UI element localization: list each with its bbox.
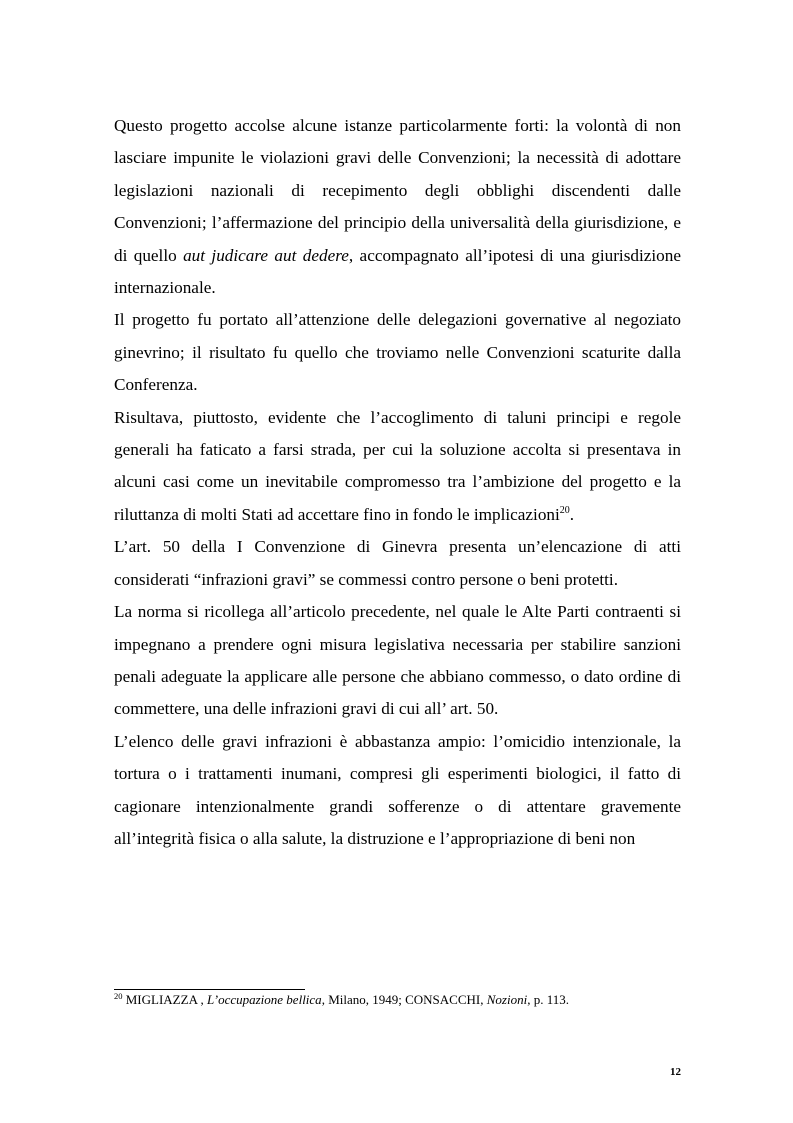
footnote-middle: , Milano, 1949; CONSACCHI,: [321, 992, 487, 1007]
paragraph-6: L’elenco delle gravi infrazioni è abbastanza ampio: l’omicidio intenzionale, la tortura o i trattamenti inumani, compresi gli esperimenti biologici, il fatto di cagionare intenzionalmente grandi sofferenze o di attentare gravemente all’integrità fisica o alla salute, la distruzione e l’appropriazione di beni non: [114, 731, 681, 848]
footnote-title-2: Nozioni: [486, 992, 528, 1007]
latin-phrase: aut judicare aut dedere: [183, 245, 349, 265]
paragraph-5: La norma si ricollega all’articolo precedente, nel quale le Alte Parti contraenti si impegnano a prendere ogni misura legislativa necessaria per stabilire sanzioni penali adeguate la applicare alle persone che abbiano commesso, o dato ordine di commettere, una delle infrazioni gravi di cui all’ art. 50.: [114, 602, 681, 719]
paragraph-3-text: Risultava, piuttosto, evidente che l’accoglimento di taluni principi e regole generali ha faticato a farsi strada, per cui la soluzione accolta si presentava in alcuni casi come un inevitabile compromesso tra l’ambizione del progetto e la riluttanza di molti Stati ad accettare fino in fondo le implicazioni: [114, 407, 681, 524]
footnote-end: , p. 113.: [527, 992, 569, 1007]
footnote-author-1: MIGLIAZZA ,: [122, 992, 207, 1007]
paragraph-1-text-b: , accompagnato all’ipotesi di una giurisdizione internazionale.: [114, 245, 681, 298]
paragraph-2: Il progetto fu portato all’attenzione delle delegazioni governative al negoziato ginevrino; il risultato fu quello che troviamo nelle Convenzioni scaturite dalla Conferenza.: [114, 310, 681, 395]
body-text: [114, 110, 681, 855]
paragraph-4: L’art. 50 della I Convenzione di Ginevra presenta un’elencazione di atti considerati “infrazioni gravi” se commessi contro persone o beni protetti.: [114, 537, 681, 589]
footnote-separator: [114, 989, 305, 990]
paragraph-1-text-a: Questo progetto accolse alcune istanze particolarmente forti: la volontà di non lasciare impunite le violazioni gravi delle Convenzioni; la necessità di adottare legislazioni nazionali di recepimento degli obblighi discendenti dalle Convenzioni; l’affermazione del principio della universalità della giurisdizione, e di quello: [114, 116, 681, 265]
page-number: 12: [670, 1066, 681, 1078]
paragraph-1: [114, 110, 681, 304]
footnote-number: 20: [114, 991, 123, 1001]
paragraph-3-tail: .: [569, 504, 575, 524]
paragraph-3: [114, 402, 681, 532]
footnote-reference[interactable]: 20: [559, 504, 570, 516]
footnote: [114, 992, 681, 1008]
footnote-title-1: L’occupazione bellica: [207, 992, 322, 1007]
